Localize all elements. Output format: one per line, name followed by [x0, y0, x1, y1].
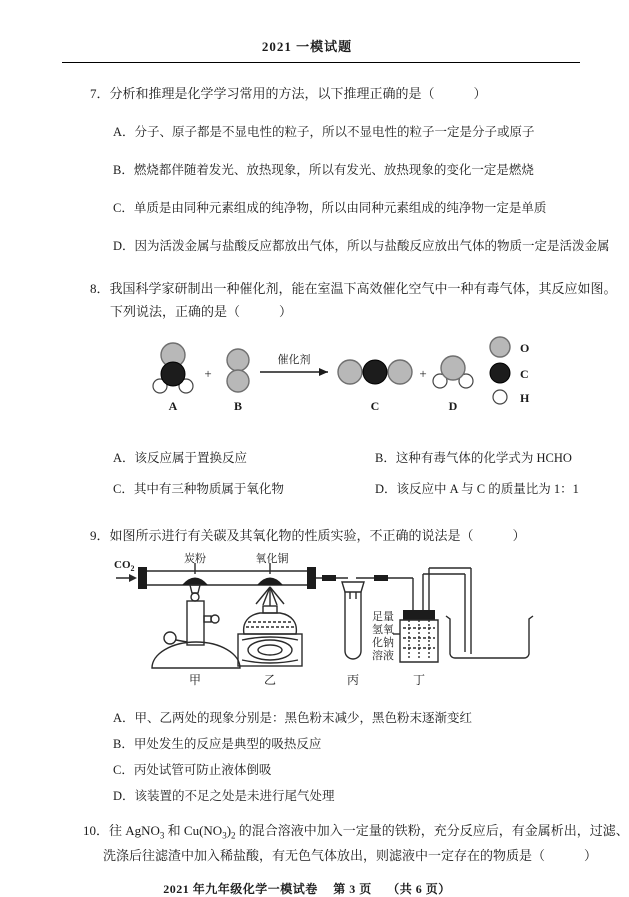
molecule-d-h2o [433, 356, 473, 413]
question-7-option-b: B．燃烧都伴随着发光、放热现象，所以有发光、放热现象的变化一定是燃烧 [113, 163, 534, 177]
question-9-option-a: A．甲、乙两处的现象分别是：黑色粉末减少，黑色粉末逐渐变红 [113, 711, 473, 725]
question-8-option-b: B．这种有毒气体的化学式为 HCHO [375, 451, 572, 465]
question-10-stem-line2: 洗涤后往滤渣中加入稀盐酸，有无色气体放出，则滤液中一定存在的物质是（ ） [103, 847, 598, 863]
plus-sign: + [419, 366, 427, 381]
apparatus-ding-label: 丁 [412, 673, 426, 687]
footer-paper-title: 2021 年九年级化学一模试卷 [163, 881, 318, 896]
apparatus-yi-label: 乙 [263, 673, 277, 687]
reaction-arrow [260, 352, 328, 376]
question-7-option-d: D．因为活泼金属与盐酸反应都放出气体，所以与盐酸反应放出气体的物质一定是活泼金属 [113, 239, 610, 253]
footer-page-total: （共 6 页） [387, 881, 451, 896]
question-8 [90, 278, 617, 497]
oxygen-atom [338, 360, 362, 384]
question-10-stem-line1: 10．往 AgNO$_3$ 和 $Cu(NO_3)_2$ 的混合溶液中加入一定量的铁粉，充分反应后，有金属析出，过滤、 [83, 823, 629, 841]
svg-text:氢氧: 氢氧 [372, 624, 394, 636]
svg-text:化钠: 化钠 [372, 637, 394, 649]
oxygen-atom [388, 360, 412, 384]
question-8-option-a: A．该反应属于置换反应 [113, 451, 248, 465]
question-8-option-c: C．其中有三种物质属于氧化物 [113, 482, 284, 496]
question-8-stem-line1: 8．我国科学家研制出一种催化剂，能在室温下高效催化空气中一种有毒气体，其反应如图。 [90, 281, 617, 296]
copper-oxide-label: 氧化铜 [255, 553, 289, 565]
molecule-label: B [233, 399, 243, 413]
question-9-stem: 9．如图所示进行有关碳及其氧化物的性质实验，不正确的说法是（ ） [90, 528, 526, 543]
oxygen-atom [227, 349, 249, 371]
legend-hydrogen-icon [493, 390, 507, 404]
reaction-micro-diagram [118, 334, 598, 422]
question-7 [90, 83, 610, 254]
exam-content [83, 83, 629, 864]
question-8-options [113, 448, 598, 497]
question-9 [90, 525, 598, 804]
apparatus-bing-label: 丙 [346, 673, 360, 687]
molecule-b-o2 [227, 349, 249, 413]
question-9-option-b: B．甲处发生的反应是典型的吸热反应 [113, 737, 322, 751]
molecule-label: C [370, 399, 380, 413]
question-10 [83, 820, 629, 864]
question-8-option-d: D．该反应中 A 与 C 的质量比为 1：1 [375, 482, 579, 496]
page-footer [0, 880, 614, 897]
legend-hydrogen-label: H [520, 391, 530, 405]
oxygen-atom [227, 370, 249, 392]
legend-carbon-label: C [520, 367, 529, 381]
legend-oxygen-icon [490, 337, 510, 357]
page-title: 2021 一模试题 [261, 39, 353, 54]
header-divider [62, 62, 580, 63]
co2-inlet-label: $CO_2$ [114, 559, 135, 573]
legend-oxygen-label: O [520, 341, 530, 355]
plus-sign: + [204, 366, 212, 381]
question-7-stem: 7．分析和推理是化学学习常用的方法，以下推理正确的是（ ） [90, 86, 487, 101]
carbon-powder-label: 炭粉 [184, 553, 206, 565]
naoh-solution-label [372, 610, 394, 662]
question-9-options [90, 708, 598, 804]
oxygen-atom [441, 356, 465, 380]
svg-text:足量: 足量 [372, 611, 394, 623]
molecule-label: D [448, 399, 458, 413]
apparatus-jia-label: 甲 [188, 673, 202, 687]
question-9-option-d: D．该装置的不足之处是未进行尾气处理 [113, 789, 335, 803]
carbon-atom [161, 362, 185, 386]
experiment-apparatus-diagram [110, 554, 598, 696]
atom-legend [490, 337, 530, 405]
question-8-stem-line2: 下列说法，正确的是（ ） [110, 304, 293, 319]
molecule-a-hcho [153, 343, 193, 413]
question-7-option-a: A．分子、原子都是不显电性的粒子，所以不显电性的粒子一定是分子或原子 [113, 125, 535, 139]
question-9-option-c: C．丙处试管可防止液体倒吸 [113, 763, 272, 777]
svg-text:溶液: 溶液 [372, 650, 394, 662]
carbon-atom [363, 360, 387, 384]
question-7-option-c: C．单质是由同种元素组成的纯净物，所以由同种元素组成的纯净物一定是单质 [113, 201, 547, 215]
molecule-label: A [168, 399, 178, 413]
apparatus-diagram [110, 554, 550, 692]
footer-page-number: 第 3 页 [333, 881, 372, 896]
molecular-model-diagram [118, 334, 538, 418]
molecule-c-co2 [338, 360, 412, 413]
catalyst-label: 催化剂 [277, 354, 311, 366]
legend-carbon-icon [490, 363, 510, 383]
